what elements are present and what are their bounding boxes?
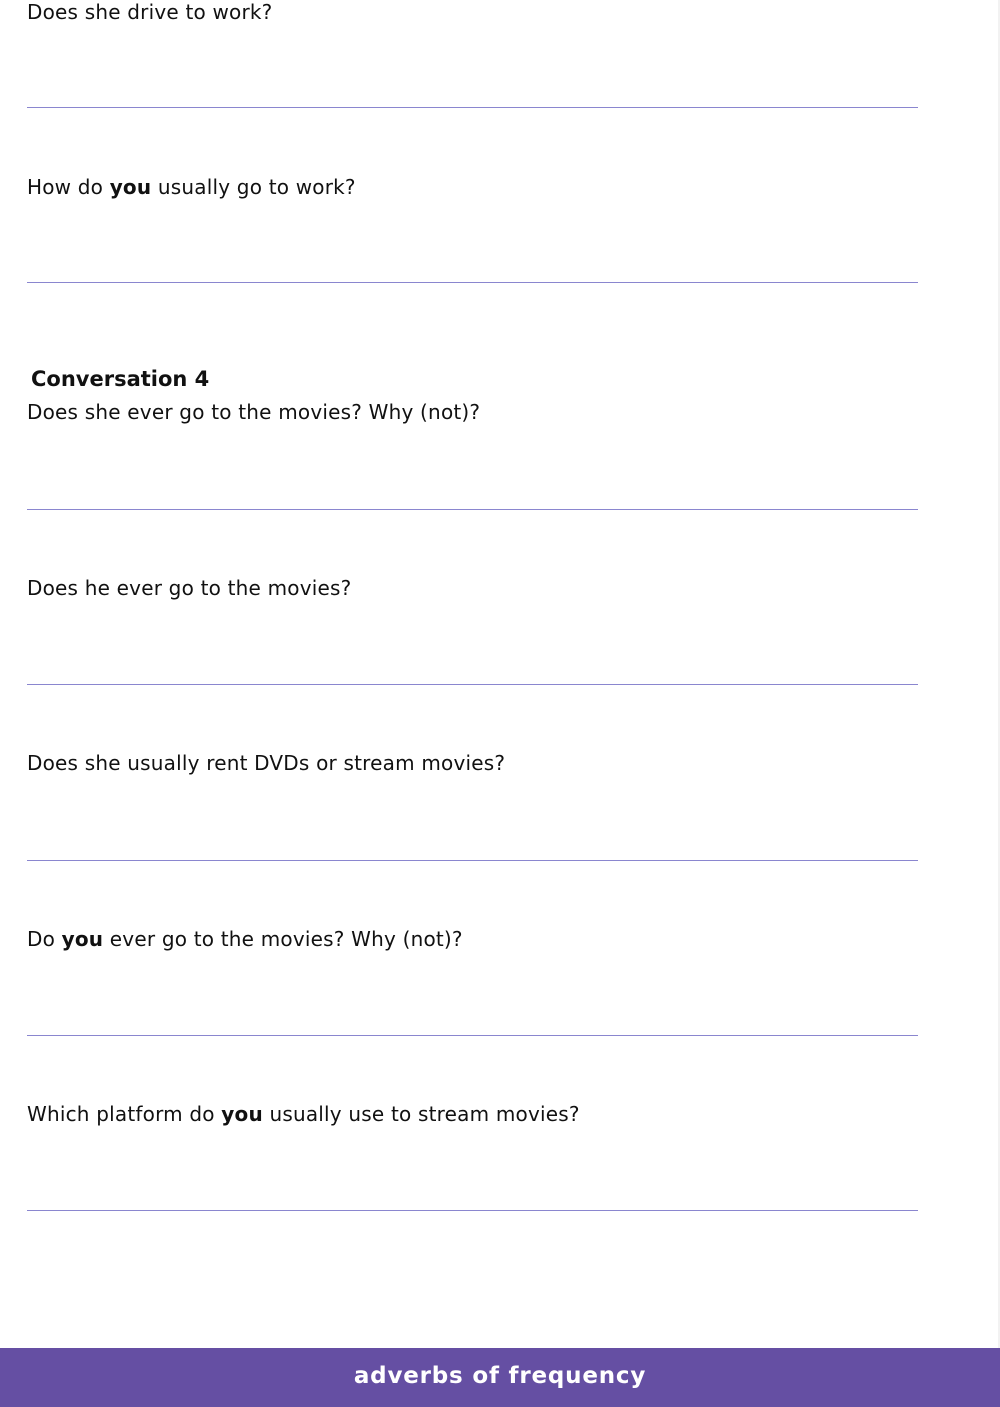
answer-input-2[interactable] <box>27 253 922 283</box>
question-text-end: usually go to work? <box>151 175 356 199</box>
question-she-movies <box>27 400 480 424</box>
question-he-movies <box>27 576 351 600</box>
answer-line-4 <box>27 684 918 685</box>
question-text: How do <box>27 175 110 199</box>
answer-input-4[interactable] <box>27 655 922 685</box>
question-text: Does he ever go to the movies? <box>27 576 352 600</box>
answer-input-1[interactable] <box>27 78 922 108</box>
question-text-end: ever go to the movies? Why (not)? <box>103 927 463 951</box>
answer-line-6 <box>27 1035 918 1036</box>
question-text: Does she drive to work? <box>27 0 273 24</box>
answer-line-1 <box>27 107 918 108</box>
section-title: Conversation 4 <box>31 367 210 391</box>
question-emphasis: you <box>221 1102 263 1126</box>
question-drive-to-work <box>27 0 273 24</box>
answer-line-3 <box>27 509 918 510</box>
question-rent-or-stream <box>27 751 505 775</box>
question-stream-platform <box>27 1102 580 1126</box>
question-emphasis: you <box>109 175 152 199</box>
question-emphasis: you <box>61 927 104 951</box>
answer-line-7 <box>27 1210 918 1211</box>
question-text: Do <box>27 927 62 951</box>
answer-line-2 <box>27 282 918 283</box>
question-text: Which platform do <box>27 1102 222 1126</box>
question-text: Does she ever go to the movies? Why (not)? <box>27 400 481 424</box>
footer-bar <box>0 1348 1000 1407</box>
question-text-end: usually use to stream movies? <box>262 1102 580 1126</box>
question-how-you-go-to-work <box>27 175 356 199</box>
answer-input-3[interactable] <box>27 480 922 510</box>
answer-line-5 <box>27 860 918 861</box>
footer-title: adverbs of frequency <box>353 1363 647 1389</box>
answer-input-6[interactable] <box>27 1006 922 1036</box>
answer-input-7[interactable] <box>27 1181 922 1211</box>
question-text: Does she usually rent DVDs or stream movies? <box>27 751 506 775</box>
question-you-movies <box>27 927 463 951</box>
answer-input-5[interactable] <box>27 831 922 861</box>
